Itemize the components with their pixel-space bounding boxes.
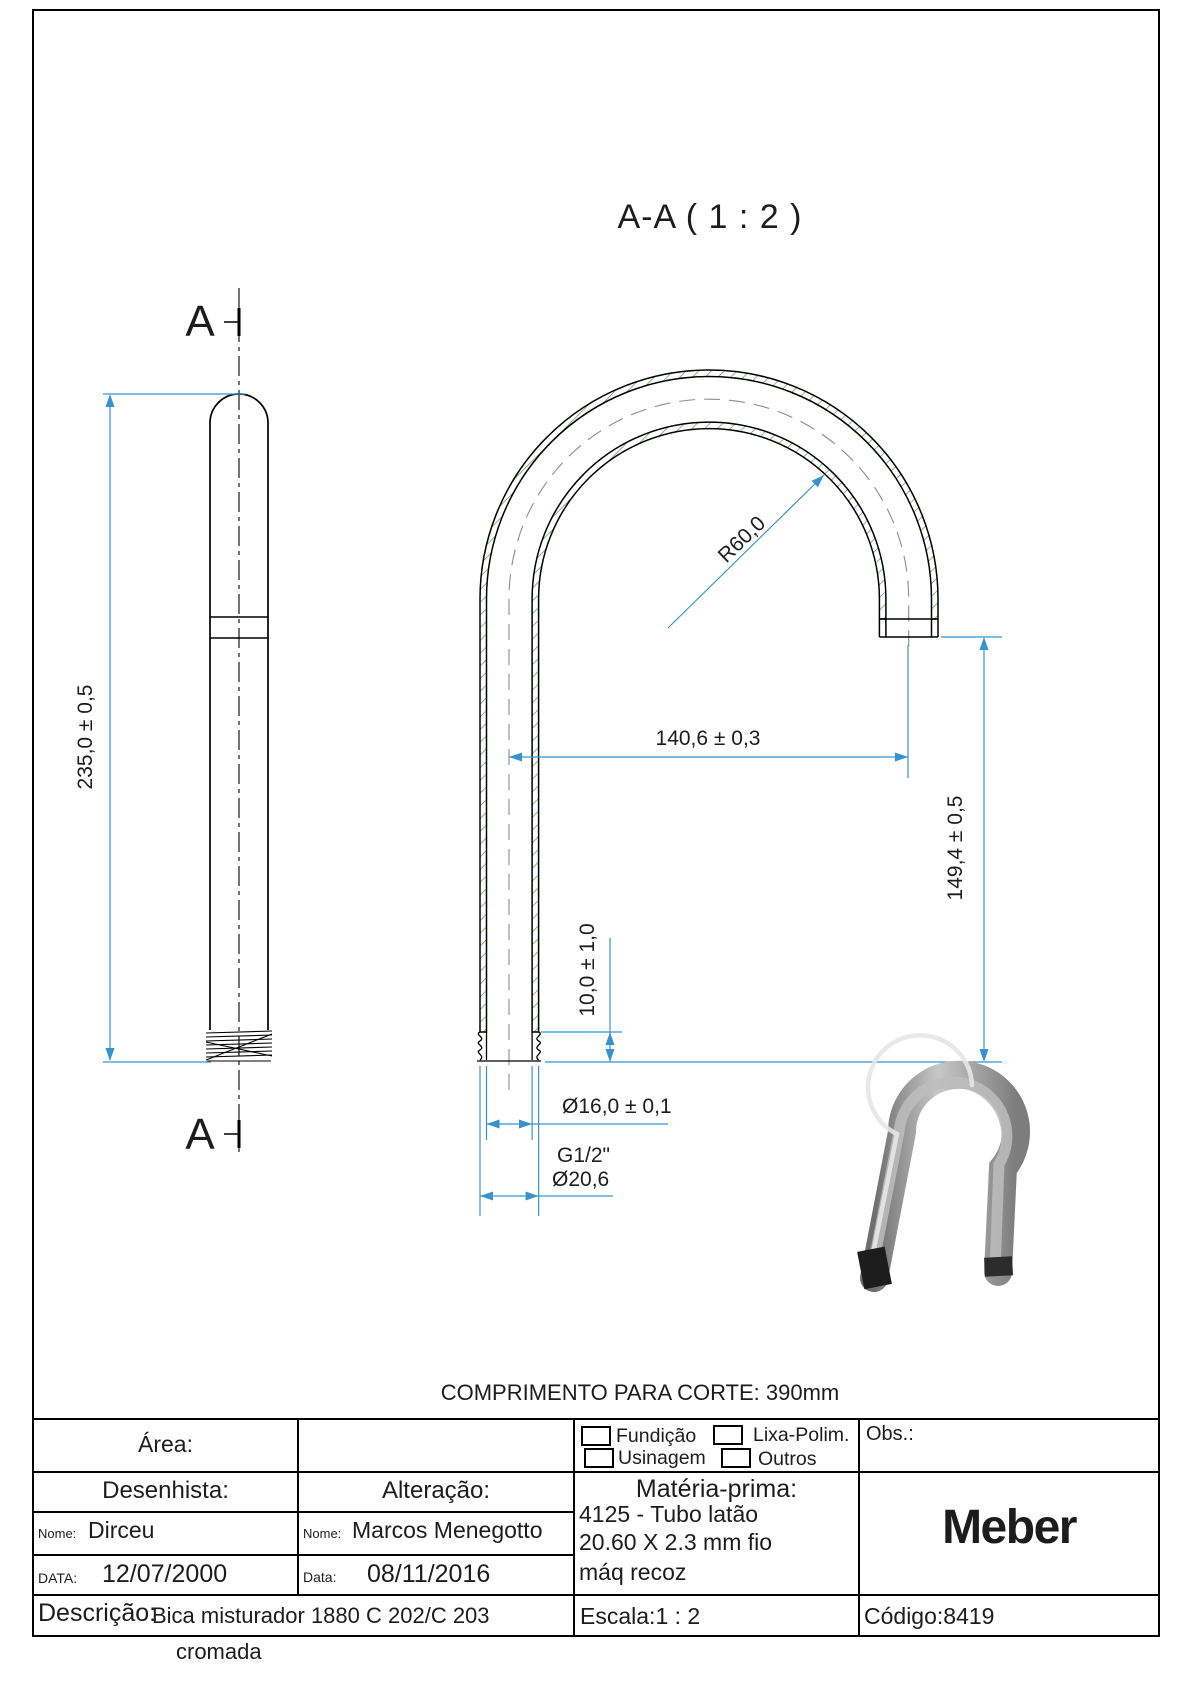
dim-thread-spec-text: G1/2": [557, 1144, 610, 1167]
obs-label: Obs.:: [866, 1423, 914, 1445]
dim-height-left-text: 235,0 ± 0,5: [74, 684, 97, 790]
data-alteracao-value: 08/11/2016: [367, 1560, 491, 1588]
dim-height-right-text: 149,4 ± 0,5: [944, 795, 967, 901]
escala-field: [580, 1604, 700, 1628]
view-title: A-A ( 1 : 2 ): [617, 198, 803, 236]
dim-inner-diameter-text: Ø16,0 ± 0,1: [562, 1095, 672, 1118]
nome-label-alteracao: Nome:: [303, 1526, 342, 1541]
lixa-polim-option-label: Lixa-Polim.: [753, 1424, 850, 1446]
descricao-value-line1: Bica misturador 1880 C 202/C 203: [152, 1603, 490, 1628]
codigo-value: 8419: [943, 1603, 995, 1629]
materia-prima-line: máq recoz: [579, 1559, 687, 1585]
lixa-polim-checkbox: [714, 1426, 742, 1444]
dimension-height-right: [545, 637, 1002, 1062]
fundicao-checkbox: [582, 1427, 610, 1445]
outros-checkbox: [722, 1449, 750, 1467]
usinagem-option-label: Usinagem: [618, 1447, 706, 1469]
data-label-desenhista: DATA:: [38, 1570, 78, 1586]
section-marker-bottom: A: [185, 1110, 215, 1159]
materia-prima-line: 20.60 X 2.3 mm fio: [579, 1529, 773, 1555]
codigo-label: Código:: [864, 1603, 944, 1629]
nome-desenhista-value: Dirceu: [88, 1517, 155, 1543]
descricao-value-line2: cromada: [176, 1639, 262, 1664]
materia-prima-label: Matéria-prima:: [635, 1475, 798, 1503]
tube-wall-outer: [480, 370, 938, 1032]
materia-prima-line: 4125 - Tubo latão: [579, 1501, 759, 1527]
escala-label: Escala:: [580, 1603, 656, 1629]
data-label-alteracao: Data:: [303, 1569, 337, 1585]
left-side-view: [206, 288, 272, 1152]
dim-horizontal-text: 140,6 ± 0,3: [655, 727, 761, 750]
dim-radius-text: R60,0: [713, 511, 771, 568]
usinagem-checkbox: [585, 1449, 613, 1467]
dimension-outer-diameter: [480, 1066, 613, 1216]
data-desenhista-value: 12/07/2000: [102, 1560, 228, 1588]
escala-value: 1 : 2: [655, 1603, 701, 1629]
dim-thread-length-text: 10,0 ± 1,0: [576, 923, 599, 1017]
alteracao-label: Alteração:: [381, 1477, 491, 1504]
dimension-horizontal-reach: [509, 645, 908, 778]
dim-outer-diameter-text: Ø20,6: [552, 1168, 610, 1191]
spout-3d-render: [857, 1035, 1016, 1289]
codigo-field: [864, 1604, 994, 1628]
nome-label-desenhista: Nome:: [38, 1526, 77, 1541]
fundicao-option-label: Fundição: [616, 1425, 697, 1447]
descricao-label: Descrição:: [38, 1599, 157, 1627]
area-label: Área:: [138, 1431, 193, 1457]
desenhista-label: Desenhista:: [102, 1477, 229, 1504]
outros-option-label: Outros: [758, 1448, 817, 1470]
company-logo: Meber: [942, 1501, 1076, 1554]
cut-length-note: COMPRIMENTO PARA CORTE: 390mm: [440, 1380, 840, 1405]
dimension-height-left: [103, 394, 246, 1062]
nome-alteracao-value: Marcos Menegotto: [352, 1517, 543, 1543]
section-marker-top: A: [185, 297, 215, 346]
